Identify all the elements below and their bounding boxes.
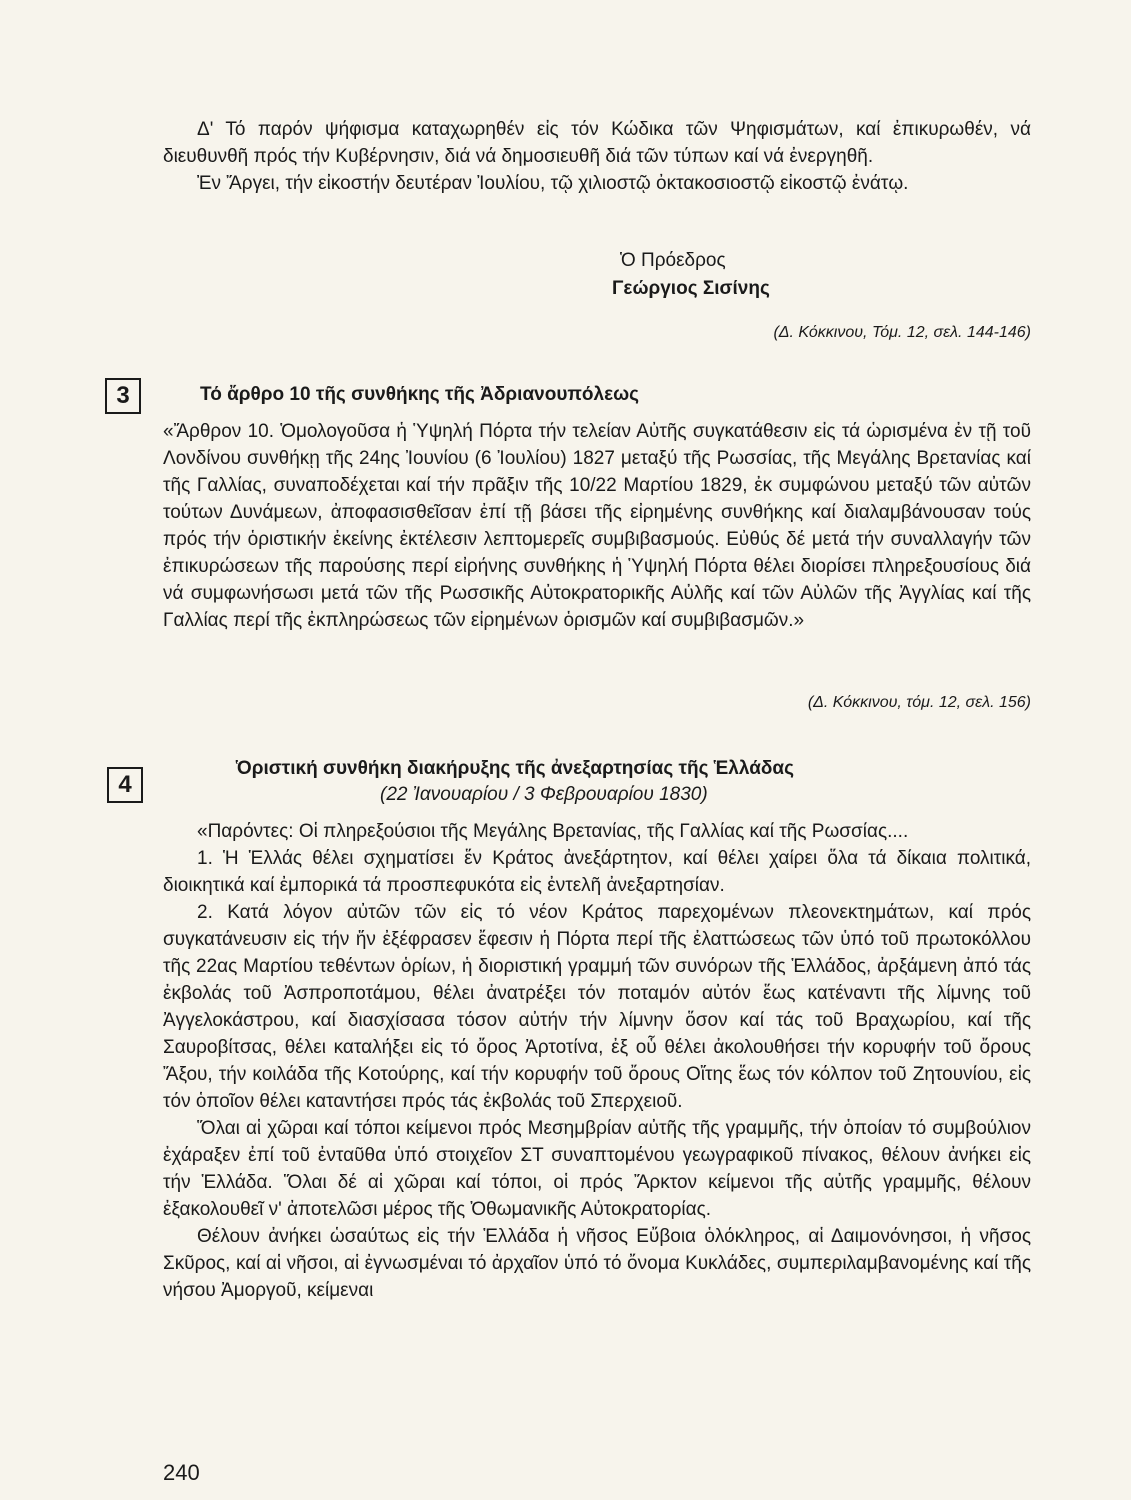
signature-title: Ὁ Πρόεδρος (620, 250, 726, 271)
section-d-text (163, 116, 1031, 197)
paragraph: Ἐν Ἄργει, τήν εἰκοστήν δευτέραν Ἰουλίου, τῷ χιλιοστῷ ὀκτακοσιοστῷ εἰκοστῷ ἐνάτῳ. (197, 173, 909, 194)
paragraph: Ὅλαι αἱ χῶραι καί τόποι κείμενοι πρός Μεσημβρίαν αὐτῆς τῆς γραμμῆς, τήν ὁποίαν τό συμβούλιον ἐχάραξεν ἐπί τοῦ ἐνταῦθα ὑπό στοιχεῖον ΣΤ συναπτομένου γεωγραφικοῦ πίνακος, θέλουν ἀνήκει εἰς τήν Ἑλλάδα. Ὅλαι δέ αἱ χῶραι καί τόποι, οἱ πρός Ἄρκτον κείμενοι τῆς αὐτῆς γραμμῆς, θέλουν ἐξακολουθεῖ ν' ἀποτελῶσι μέρος τῆς Ὀθωμανικῆς Αὐτοκρατορίας. (163, 1118, 1031, 1220)
signature-name: Γεώργιος Σισίνης (612, 278, 770, 299)
section-number-box: 3 (105, 378, 141, 414)
section-title: Ὁριστική συνθήκη διακήρυξης τῆς ἀνεξαρτησίας τῆς Ἑλλάδας (236, 758, 794, 779)
paragraph: 2. Κατά λόγον αὐτῶν τῶν εἰς τό νέον Κράτος παρεχομένων πλεονεκτημάτων, καί πρός συγκατάνευσιν εἰς τήν ἥν ἐξέφρασεν ἔφεσιν ἡ Πόρτα περί τῆς ἐλαττώσεως τῶν ὑπό τοῦ πρωτοκόλλου τῆς 22ας Μαρτίου τεθέντων ὁρίων, ἡ διοριστική γραμμή τῶν συνόρων τῆς Ἑλλάδος, ἀρξάμενη ἀπό τάς ἐκβολάς τοῦ Ἀσπροποτάμου, θέλει ἀνατρέξει τόν ποταμόν αὐτόν ἕως κατέναντι τῆς λίμνης τοῦ Ἀγγελοκάστρου, καί διασχίσασα τόσον αὐτήν τήν λίμνην ὅσον καί τάς τοῦ Βραχωρίου, καί τῆς Σαυροβίτσας, θέλει καταλήξει εἰς τό ὄρος Ἀρτοτίνα, ἐξ οὗ θέλει ἀκολουθήσει τήν κορυφήν τοῦ ὄρους Ἄξου, τήν κοιλάδα τῆς Κοτούρης, καί τήν κορυφήν τοῦ ὄρους Οἴτης ἕως τόν κόλπον τοῦ Ζητουνίου, εἰς τόν ὁποῖον θέλει καταντήσει πρός τάς ἐκβολάς τοῦ Σπερχειοῦ. (163, 902, 1031, 1112)
source-citation: (Δ. Κόκκινου, Τόμ. 12, σελ. 144-146) (773, 324, 1031, 341)
paragraph: Θέλουν ἀνήκει ὡσαύτως εἰς τήν Ἑλλάδα ἡ νῆσος Εὔβοια ὁλόκληρος, αἱ Δαιμονόνησοι, ἡ νῆσος Σκῦρος, καί αἱ νῆσοι, αἱ ἐγνωσμέναι τό ἀρχαῖον ὑπό τό ὄνομα Κυκλάδες, συμπεριλαμβανομένης καί τῆς νήσου Ἀμοργοῦ, κείμεναι (163, 1226, 1031, 1301)
section-4-text (163, 818, 1031, 1304)
page-number: 240 (163, 1460, 200, 1485)
section-title: Τό ἄρθρο 10 τῆς συνθήκης τῆς Ἀδριανουπόλεως (200, 384, 640, 405)
paragraph: 1. Ἡ Ἑλλάς θέλει σχηματίσει ἕν Κράτος ἀνεξάρτητον, καί θέλει χαίρει ὅλα τά δίκαια πολιτικά, διοικητικά καί ἐμπορικά τά προσπεφυκότα εἰς ἐντελῆ ἀνεξαρτησίαν. (163, 848, 1031, 896)
section-number-box: 4 (107, 767, 143, 803)
paragraph: «Παρόντες: Οἱ πληρεξούσιοι τῆς Μεγάλης Βρετανίας, τῆς Γαλλίας καί τῆς Ρωσσίας.... (197, 821, 909, 842)
source-citation: (Δ. Κόκκινου, τόμ. 12, σελ. 156) (807, 694, 1031, 711)
paragraph: Δ' Τό παρόν ψήφισμα καταχωρηθέν εἰς τόν Κώδικα τῶν Ψηφισμάτων, καί ἐπικυρωθέν, νά διευθυνθῆ πρός τήν Κυβέρνησιν, διά νά δημοσιευθῆ διά τῶν τύπων καί νά ἐνεργηθῆ. (163, 119, 1031, 167)
paragraph: «Ἄρθρον 10. Ὁμολογοῦσα ἡ Ὑψηλή Πόρτα τήν τελείαν Αὐτῆς συγκατάθεσιν εἰς τά ὡρισμένα ἐν τῇ τοῦ Λονδίνου συνθήκῃ τῆς 24ης Ἰουνίου (6 Ἰουλίου) 1827 μεταξύ τῆς Ρωσσίας, τῆς Μεγάλης Βρετανίας καί τῆς Γαλλίας, συναποδέχεται καί τήν πρᾶξιν τῆς 10/22 Μαρτίου 1829, ἐκ συμφώνου μεταξύ τῶν αὐτῶν τούτων Δυνάμεων, ἀποφασισθεῖσαν ἐπί τῇ βάσει τῆς εἰρημένης συνθήκης καί διαλαμβάνουσαν τούς πρός τήν ὁριστικήν ἐκείνης ἐκτέλεσιν λεπτομερεῖς συμβιβασμούς. Εὐθύς δέ μετά τήν συναλλαγήν τῶν ἐπικυρώσεων τῆς παρούσης περί εἰρήνης συνθήκης ἡ Ὑψηλή Πόρτα θέλει διορίσει πληρεξουσίους διά νά συμφωνήσωσι μετά τῶν τῆς Ρωσσικῆς Αὐτοκρατορικῆς Αὐλῆς καί τῶν Αὐλῶν τῆς Ἀγγλίας καί τῆς Γαλλίας περί τῆς ἐκπληρώσεως τῶν εἰρημένων ὁρισμῶν καί συμβιβασμῶν.» (163, 421, 1031, 631)
section-date: (22 Ἰανουαρίου / 3 Φεβρουαρίου 1830) (380, 784, 708, 805)
section-3-text (163, 418, 1031, 634)
